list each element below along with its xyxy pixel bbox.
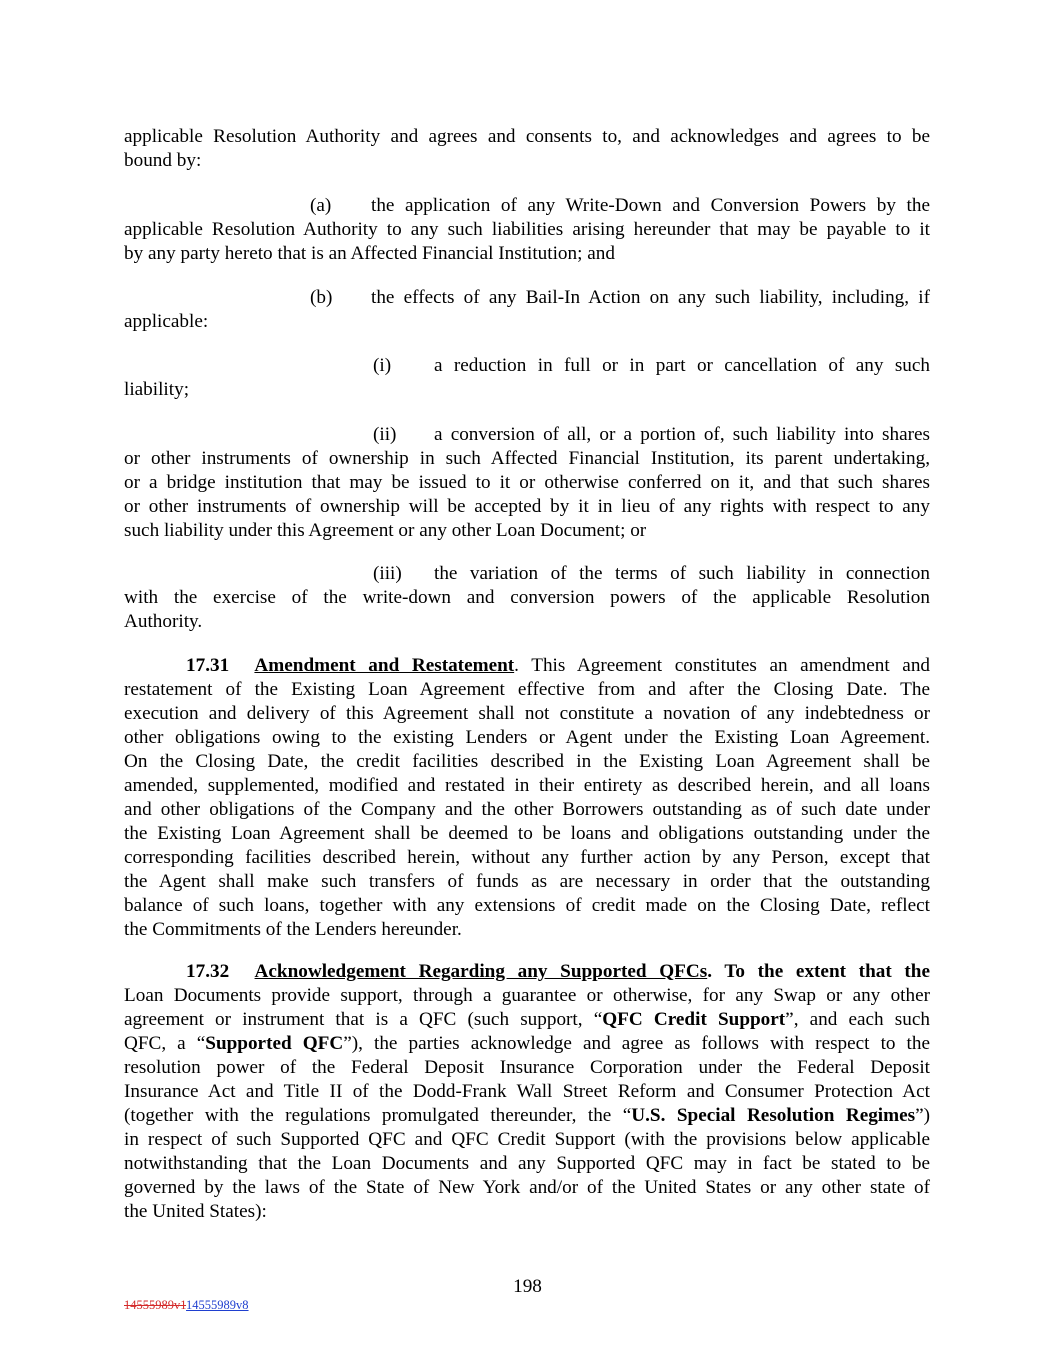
section-number: 17.31: [186, 655, 230, 676]
text-line: the United States):: [124, 1201, 267, 1222]
clause-marker: (a): [310, 195, 332, 216]
page-number: 198: [513, 1276, 542, 1297]
text-line: applicable:: [124, 311, 209, 332]
defined-term: QFC Credit Support: [602, 1009, 786, 1030]
text-run: ”), the parties acknowledge and agree as follows with respect to the: [343, 1033, 930, 1054]
text-run: (together with the regulations promulgated thereunder, the “: [124, 1105, 632, 1126]
text-line: or other instruments of ownership will be accepted by it in lieu of any rights with respect to any: [124, 496, 930, 517]
section-number: 17.32: [186, 961, 230, 982]
clause-marker: (ii): [373, 424, 397, 445]
text-line: amended, supplemented, modified and restated in their entirety as described herein, and all loans: [124, 775, 930, 796]
defined-term: U.S. Special Resolution Regimes: [631, 1105, 916, 1126]
subclause-iii: [124, 562, 930, 634]
text-line: with the exercise of the write-down and conversion powers of the applicable Resolution: [124, 587, 930, 608]
text-run: . This Agreement constitutes an amendment and: [514, 655, 931, 676]
document-id: [124, 1298, 249, 1312]
text-line: such liability under this Agreement or any other Loan Document; or: [124, 520, 647, 541]
section-title: Amendment and Restatement: [254, 655, 515, 676]
text-line: restatement of the Existing Loan Agreement effective from and after the Closing Date. The: [124, 679, 930, 700]
text-line: and other obligations of the Company and the other Borrowers outstanding as of such date under: [124, 799, 930, 820]
text-run: agreement or instrument that is a QFC (such support, “: [124, 1009, 603, 1030]
text-run: ”): [915, 1105, 931, 1126]
text-line: corresponding facilities described herein, without any further action by any Person, except that: [124, 847, 930, 868]
text-line: in respect of such Supported QFC and QFC Credit Support (with the provisions below applicable: [124, 1129, 930, 1150]
text-line: a reduction in full or in part or cancellation of any such: [434, 355, 930, 376]
text-line: resolution power of the Federal Deposit Insurance Corporation under the Federal Deposit: [124, 1057, 930, 1078]
text-line: execution and delivery of this Agreement shall not constitute a novation of any indebtedness or: [124, 703, 930, 724]
text-line: liability;: [124, 379, 190, 400]
text-line: governed by the laws of the State of New York and/or of the United States or any other state of: [124, 1177, 930, 1198]
text-line: Authority.: [124, 611, 203, 632]
section-17-31: [124, 654, 930, 942]
text-line: other obligations owing to the existing Lenders or Agent under the Existing Loan Agreement.: [124, 727, 930, 748]
text-line: or a bridge institution that may be issued to it or otherwise conferred on it, and that such shares: [124, 472, 930, 493]
clause-marker: (i): [373, 355, 392, 376]
text-line: balance of such loans, together with any extensions of credit made on the Closing Date, reflect: [124, 895, 930, 916]
text-run: ”, and each such: [785, 1009, 930, 1030]
intro-paragraph: [124, 125, 930, 173]
text-line: the variation of the terms of such liability in connection: [434, 563, 930, 584]
text-line: Loan Documents provide support, through a guarantee or otherwise, for any Swap or any other: [124, 985, 930, 1006]
document-id-inserted: 14555989v8: [186, 1298, 249, 1312]
text-line: On the Closing Date, the credit facilities described in the Existing Loan Agreement shall be: [124, 751, 930, 772]
text-run: . To the extent that the: [707, 961, 930, 982]
text-line: applicable Resolution Authority and agrees and consents to, and acknowledges and agrees to be: [124, 126, 930, 147]
clause-a: [124, 194, 930, 266]
clause-b: [124, 286, 930, 334]
text-line: the effects of any Bail-In Action on any such liability, including, if: [371, 287, 930, 308]
section-title: Acknowledgement Regarding any Supported QFCs: [254, 961, 708, 982]
clause-marker: (iii): [373, 563, 402, 584]
defined-term: Supported QFC: [205, 1033, 344, 1054]
text-line: the application of any Write-Down and Conversion Powers by the: [371, 195, 930, 216]
text-line: Insurance Act and Title II of the Dodd-Frank Wall Street Reform and Consumer Protection Act: [124, 1081, 930, 1102]
document-id-deleted: 14555989v1: [124, 1298, 187, 1312]
text-line: applicable Resolution Authority to any such liabilities arising hereunder that may be payable to it: [124, 219, 930, 240]
text-line: bound by:: [124, 150, 202, 171]
text-run: QFC, a “: [124, 1033, 206, 1054]
section-17-32: [124, 960, 930, 1224]
text-line: the Existing Loan Agreement shall be deemed to be loans and obligations outstanding under the: [124, 823, 930, 844]
text-line: by any party hereto that is an Affected Financial Institution; and: [124, 243, 615, 264]
clause-marker: (b): [310, 287, 333, 308]
text-line: or other instruments of ownership in such Affected Financial Institution, its parent undertaking,: [124, 448, 930, 469]
text-line: the Commitments of the Lenders hereunder.: [124, 919, 462, 940]
text-line: a conversion of all, or a portion of, such liability into shares: [434, 424, 930, 445]
text-line: the Agent shall make such transfers of funds as are necessary in order that the outstanding: [124, 871, 930, 892]
text-line: notwithstanding that the Loan Documents and any Supported QFC may in fact be stated to be: [124, 1153, 930, 1174]
subclause-i: [124, 354, 930, 402]
subclause-ii: [124, 423, 930, 543]
